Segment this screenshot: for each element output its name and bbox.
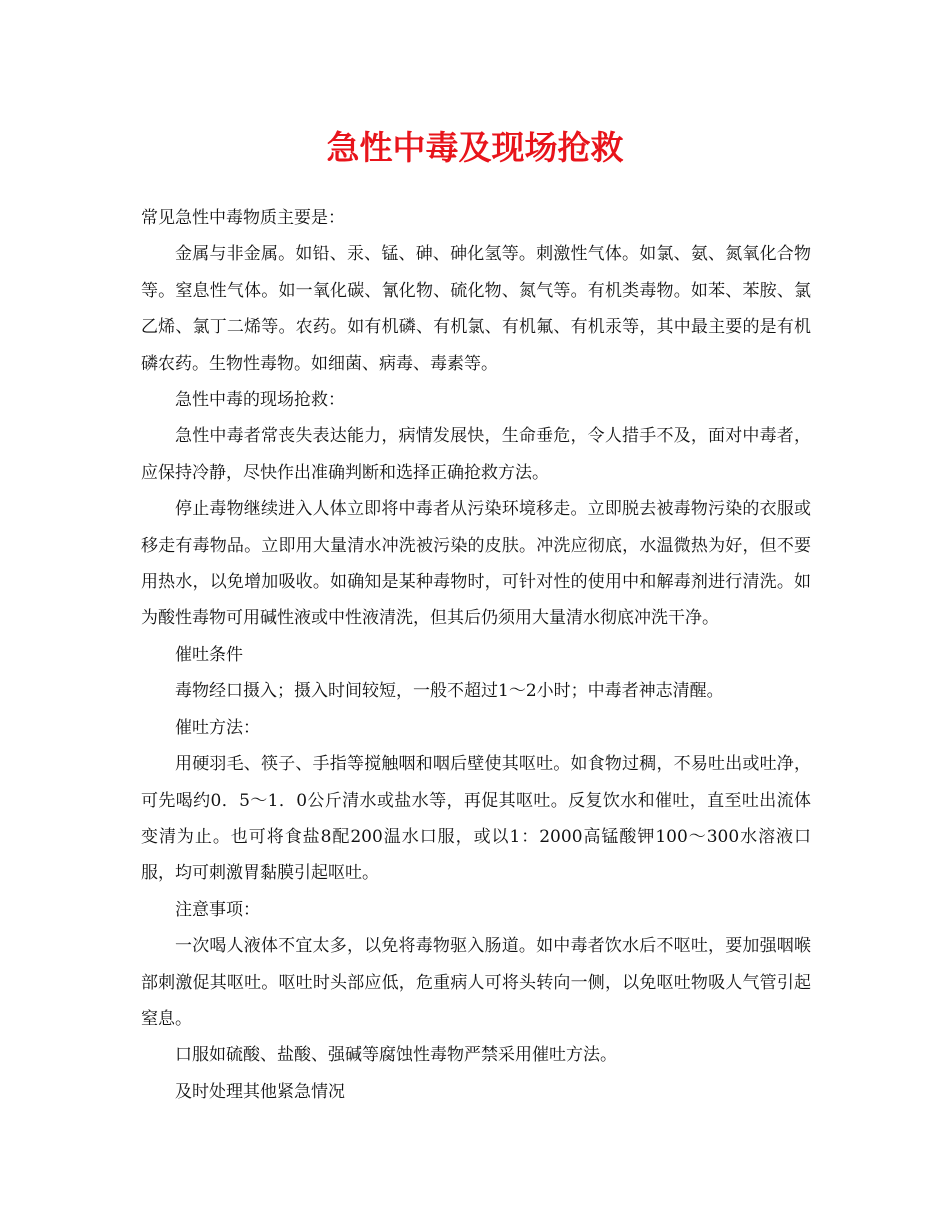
paragraph-emesis-method: 用硬羽毛、筷子、手指等搅触咽和咽后壁使其呕吐。如食物过稠，不易吐出或吐净，可先喝约0．5～1．0公斤清水或盐水等，再促其呕吐。反复饮水和催吐，直至吐出流体变清为止。也可将食盐8配200温水口服，或以1：2000高锰酸钾100～300水溶液口服，均可刺激胃黏膜引起呕吐。 (141, 754, 811, 884)
paragraph-substances: 金属与非金属。如铅、汞、锰、砷、砷化氢等。刺激性气体。如氯、氨、氮氧化合物等。窒息性气体。如一氧化碳、氰化物、硫化物、氮气等。有机类毒物。如苯、苯胺、氯乙烯、氯丁二烯等。农药。如有机磷、有机氯、有机氟、有机汞等，其中最主要的是有机磷农药。生物性毒物。如细菌、病毒、毒素等。 (141, 244, 811, 374)
paragraph-stop-exposure: 停止毒物继续进入人体立即将中毒者从污染环境移走。立即脱去被毒物污染的衣服或移走有毒物品。立即用大量清水冲洗被污染的皮肤。冲洗应彻底，水温微热为好，但不要用热水，以免增加吸收。如确知是某种毒物时，可针对性的使用中和解毒剂进行清洗。如为酸性毒物可用碱性液或中性液清洗，但其后仍须用大量清水彻底冲洗干净。 (141, 499, 811, 629)
paragraph-heading-emesis-method: 催吐方法： (175, 717, 260, 738)
paragraph-intro: 常见急性中毒物质主要是： (141, 208, 345, 228)
paragraph-other-emergencies: 及时处理其他紧急情况 (175, 1081, 345, 1102)
paragraph-emesis-conditions: 毒物经口摄入；摄入时间较短，一般不超过1～2小时；中毒者神志清醒。 (175, 681, 724, 702)
paragraph-heading-emesis-conditions: 催吐条件 (175, 644, 243, 665)
paragraph-corrosive-warning: 口服如硫酸、盐酸、强碱等腐蚀性毒物严禁采用催吐方法。 (175, 1045, 617, 1066)
paragraph-heading-rescue: 急性中毒的现场抢救： (175, 390, 345, 411)
document-body (141, 200, 811, 1110)
paragraph-precautions: 一次喝人液体不宜太多，以免将毒物驱入肠道。如中毒者饮水后不呕吐，要加强咽喉部刺激促其呕吐。呕吐时头部应低，危重病人可将头转向一侧，以免呕吐物吸人气管引起窒息。 (141, 936, 811, 1029)
document-title: 急性中毒及现场抢救 (326, 128, 624, 167)
paragraph-rescue-principle: 急性中毒者常丧失表达能力，病情发展快，生命垂危，令人措手不及，面对中毒者，应保持冷静，尽快作出准确判断和选择正确抢救方法。 (141, 426, 811, 483)
paragraph-heading-precautions: 注意事项： (175, 899, 260, 920)
